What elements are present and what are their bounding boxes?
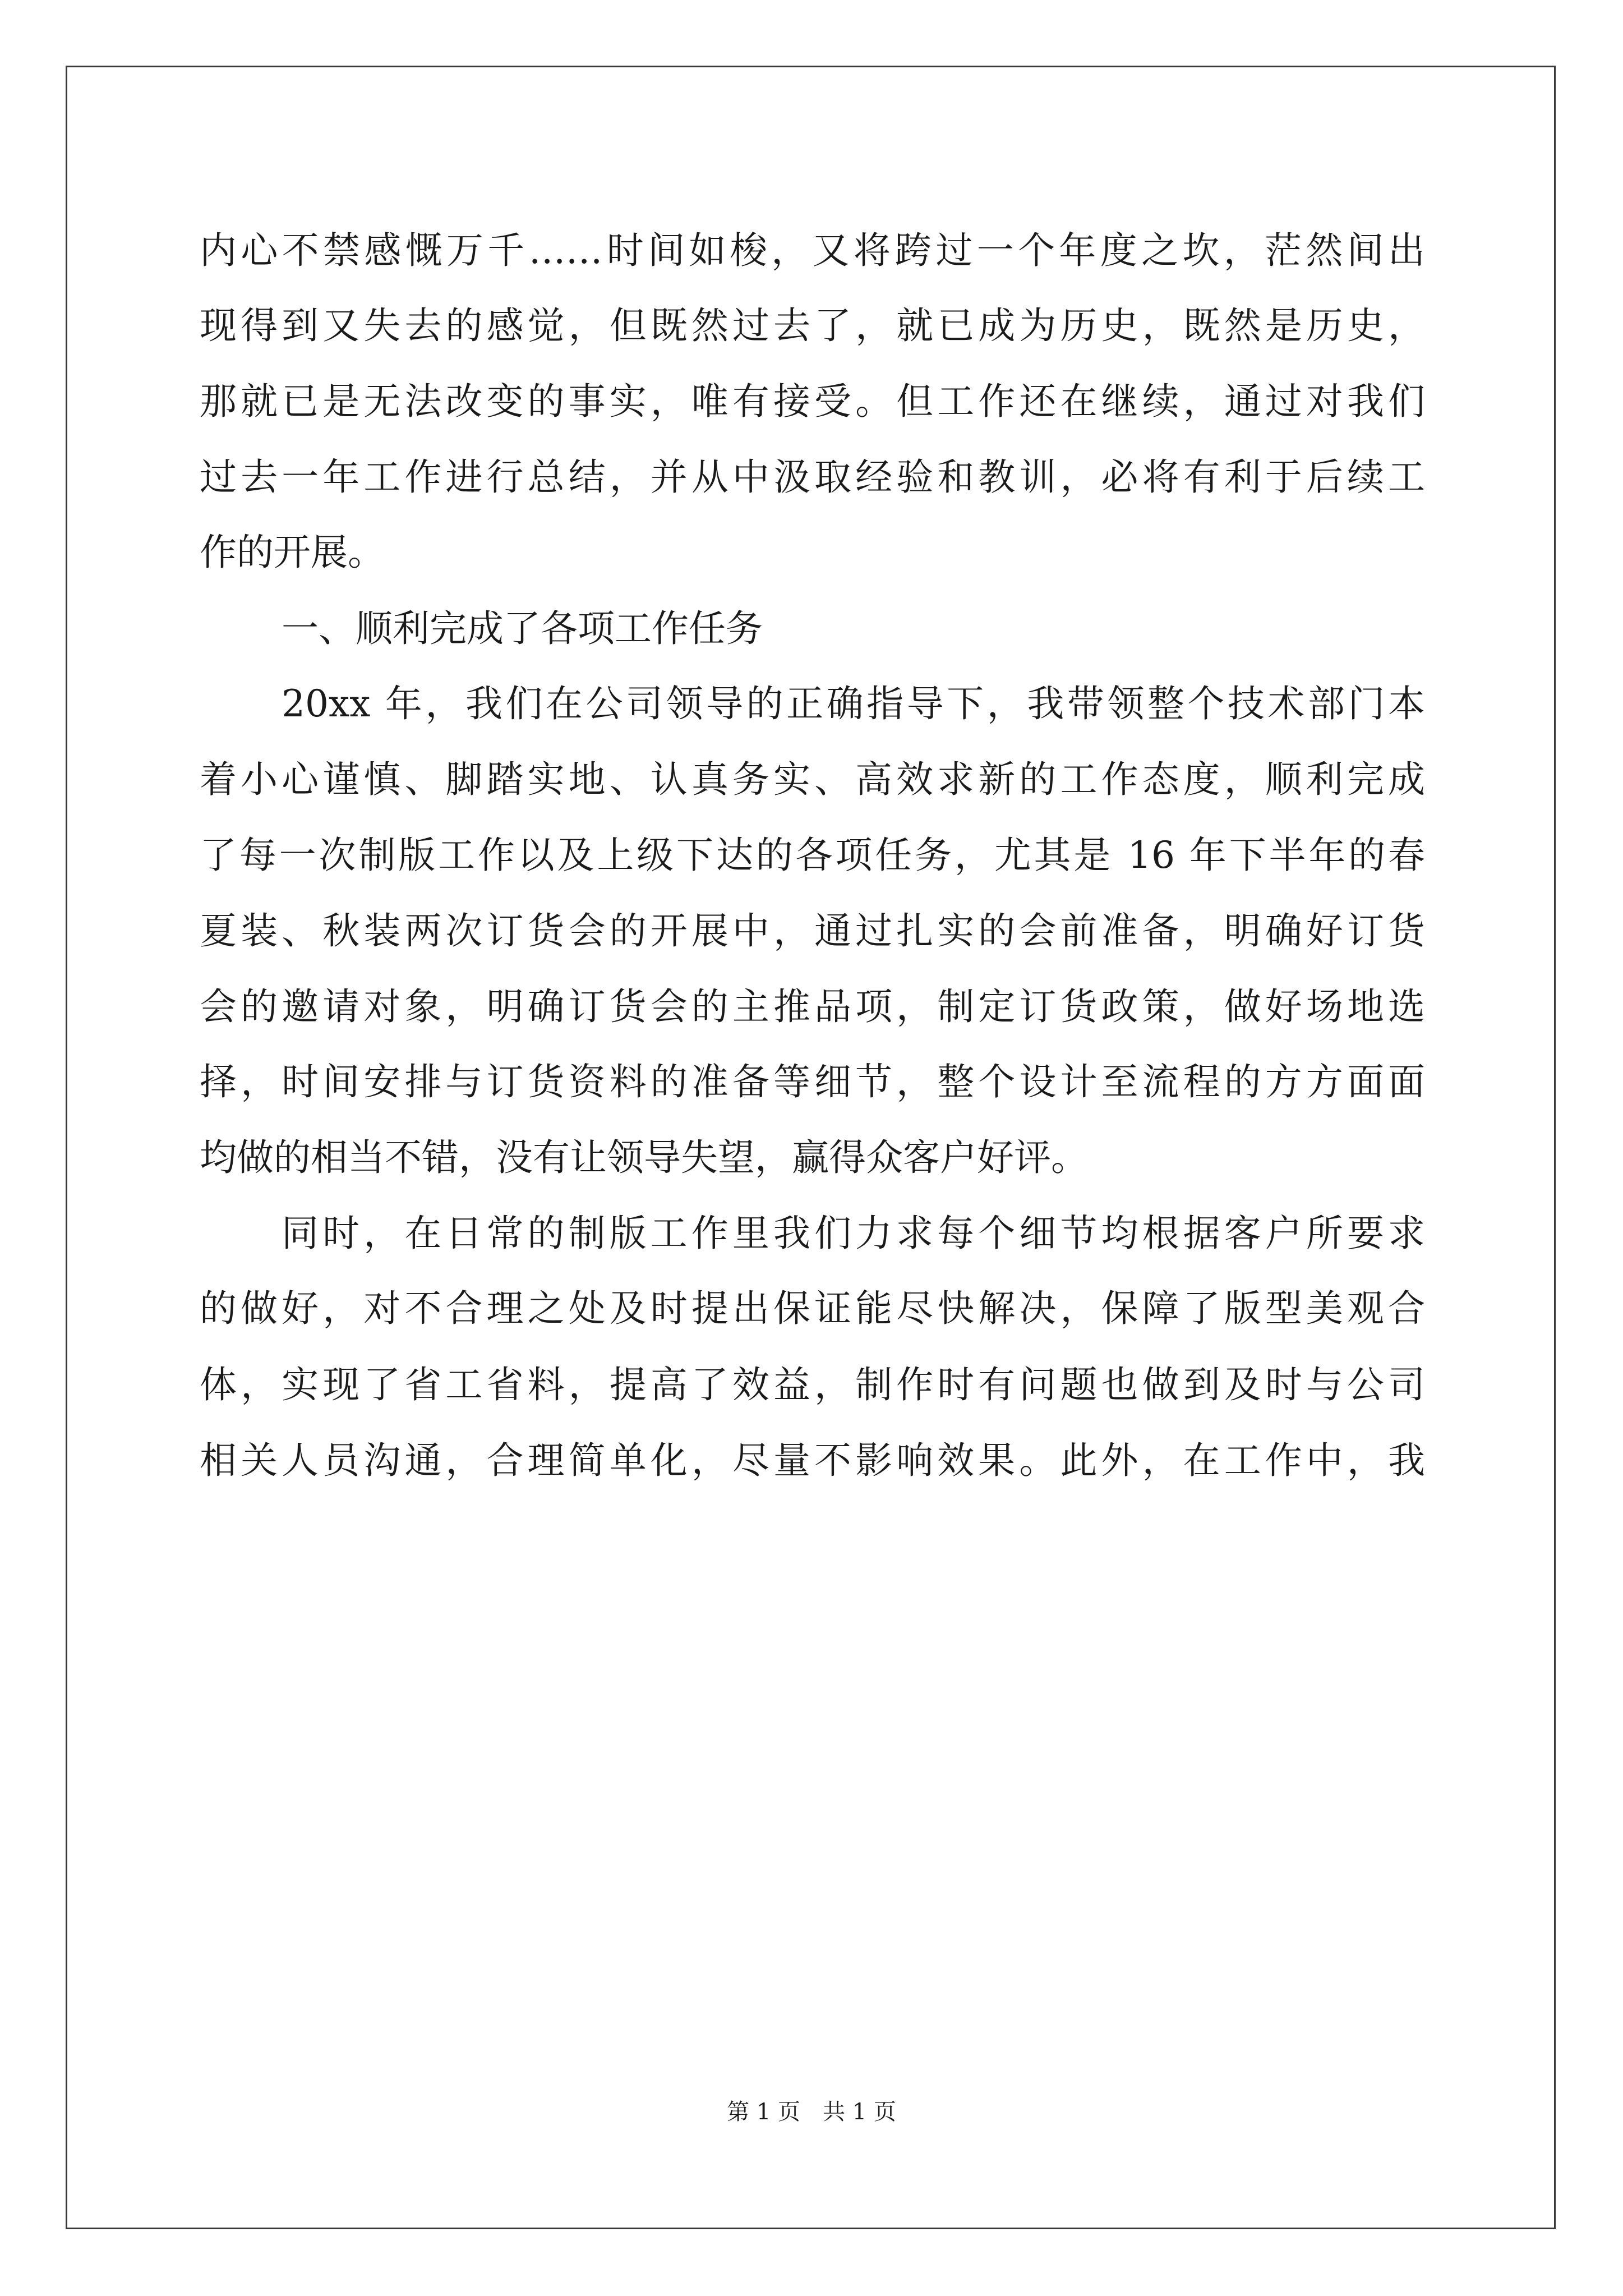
paragraph-line: 择，时间安排与订货资料的准备等细节，整个设计至流程的方方面面 [200,1060,1425,1103]
paragraph-line: 会的邀请对象，明确订货会的主推品项，制定订货政策，做好场地选 [200,985,1425,1028]
paragraph-line: 作的开展。 [200,531,385,574]
paragraph-line: 内心不禁感慨万千……时间如梭，又将跨过一个年度之坎，茫然间出 [200,229,1425,272]
paragraph-line: 了每一次制版工作以及上级下达的各项任务，尤其是 16 年下半年的春 [200,834,1425,877]
paragraph-line: 夏装、秋装两次订货会的开展中，通过扎实的会前准备，明确好订货 [200,909,1425,953]
paragraph-line: 均做的相当不错，没有让领导失望，赢得众客户好评。 [200,1136,1088,1179]
page-footer: 第 1 页 共 1 页 [727,2099,896,2125]
section-heading: 一、顺利完成了各项工作任务 [282,607,763,650]
paragraph-line: 同时，在日常的制版工作里我们力求每个细节均根据客户所要求 [282,1212,1425,1255]
paragraph-line: 过去一年工作进行总结，并从中汲取经验和教训，必将有利于后续工 [200,455,1425,499]
paragraph-line: 现得到又失去的感觉，但既然过去了，就已成为历史，既然是历史， [200,304,1425,347]
paragraph-line: 相关人员沟通，合理简单化，尽量不影响效果。此外，在工作中，我 [200,1439,1425,1482]
paragraph-line: 着小心谨慎、脚踏实地、认真务实、高效求新的工作态度，顺利完成 [200,758,1425,801]
paragraph-line: 体，实现了省工省料，提高了效益，制作时有问题也做到及时与公司 [200,1363,1425,1406]
paragraph-line: 20xx 年，我们在公司领导的正确指导下，我带领整个技术部门本 [282,682,1425,725]
paragraph-line: 那就已是无法改变的事实，唯有接受。但工作还在继续，通过对我们 [200,380,1425,423]
paragraph-line: 的做好，对不合理之处及时提出保证能尽快解决，保障了版型美观合 [200,1287,1425,1330]
